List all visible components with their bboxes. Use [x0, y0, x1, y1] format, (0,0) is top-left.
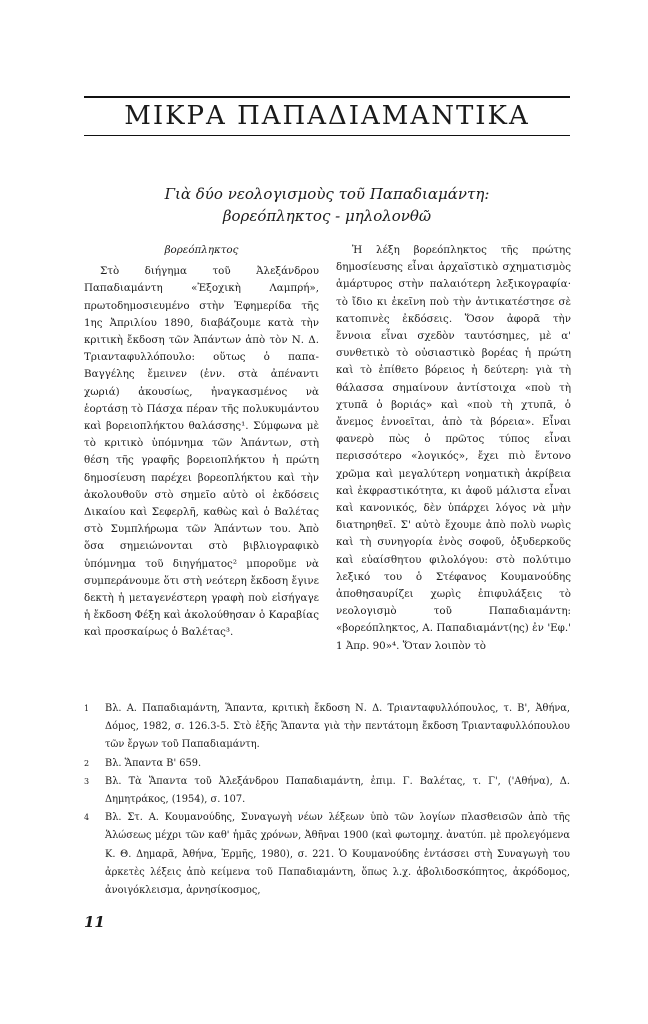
- footnote-number: 4: [84, 813, 90, 823]
- header-bottom-rule: [84, 135, 570, 136]
- footnote-text: Βλ. Α. Παπαδιαμάντη, Ἅπαντα, κριτικὴ ἔκδοση Ν. Δ. Τριανταφυλλόπουλος, τ. Β', Ἀθήνα, Δόμος, 1982, σ. 126.3-5. Στὸ ἑξῆς Ἅπαντα γιὰ τὴν πεντάτομη ἔκδοση Τριανταφυλλόπουλου τῶν ἔργων τοῦ Παπαδιαμάντη.: [105, 703, 570, 751]
- article-title-line-1: Γιὰ δύο νεολογισμοὺς τοῦ Παπαδιαμάντη:: [164, 185, 490, 203]
- page-number: 11: [84, 913, 105, 931]
- footnote-text: Βλ. Ἅπαντα Β' 659.: [105, 757, 202, 769]
- footnote-text: Βλ. Στ. Α. Κουμανούδης, Συναγωγὴ νέων λέξεων ὑπὸ τῶν λογίων πλασθεισῶν ἀπὸ τῆς Ἁλώσεως μέχρι τῶν καθ' ἡμᾶς χρόνων, Ἀθῆναι 1900 (καὶ φωτομηχ. ἀνατύπ. μὲ προλεγόμενα Κ. Θ. Δημαρᾶ, Ἀθήνα, Ἑρμῆς, 1980), σ. 221. Ὁ Κουμανούδης ἐντάσσει στὴ Συναγωγὴ του ἀρκετὲς λέξεις ἀπὸ κείμενα τοῦ Παπαδιαμάντη, ὅπως λ.χ. ἀβολιδοσκόπητος, ἀκρόδομος, ἀνοιγόκλεισμα, ἀρνησίκοσμος,: [105, 812, 570, 897]
- footnote-number: 2: [84, 758, 90, 768]
- left-column: [84, 242, 319, 642]
- footnotes: [84, 700, 570, 900]
- running-header-title: ΜΙΚΡΑ ΠΑΠΑΔΙΑΜΑΝΤΙΚΑ: [124, 101, 530, 131]
- right-column: [336, 242, 571, 655]
- footnote-number: 1: [84, 704, 90, 713]
- article-title-line-2: βορεόπληκτος - μηλολονθῶ: [222, 207, 432, 225]
- footnote-text: Βλ. Τὰ Ἅπαντα τοῦ Ἀλεξάνδρου Παπαδιαμάντη, ἐπιμ. Γ. Βαλέτας, τ. Γ', ('Αθήνα), Δ. Δημητράκος, (1954), σ. 107.: [105, 775, 570, 806]
- footnote: [84, 700, 570, 755]
- footnote: [84, 809, 570, 900]
- left-column-paragraph: Στὸ διήγημα τοῦ Ἀλεξάνδρου Παπαδιαμάντη «Ἐξοχικὴ Λαμπρή», πρωτοδημοσιευμένο στὴν Ἐφημερίδα τῆς 1ης Ἀπριλίου 1890, διαβάζουμε κατὰ τὴν κριτικὴ ἔκδοση τῶν Ἁπάντων ἀπὸ τὸν Ν. Δ. Τριανταφυλλόπουλο: οὕτως ὁ παπα-Βαγγέλης ἔμεινεν (ἐνν. στὰ ἀπέναντι χωριά) ἀκουσίως, ἠναγκασμένος νὰ ἑορτάσῃ τὸ Πάσχα πέραν τῆς πολυκυμάντου καὶ βορειοπλήκτου θαλάσσης¹. Σύμφωνα μὲ τὸ κριτικὸ ὑπόμνημα τῶν Ἁπάντων, στὴ θέση τῆς γραφῆς βορειοπλήκτου ἡ πρώτη δημοσίευση παρέχει βορεοπλήκτου καὶ τὴν ἀκολουθοῦν στὸ σημεῖο αὐτὸ οἱ ἐκδόσεις Δικαίου καὶ Σεφερλῆ, καθὼς καὶ ὁ Βαλέτας στὸ Συμπλήρωμα τῶν Ἁπάντων του. Ἀπὸ ὅσα σημειώνονται στὸ βιβλιογραφικὸ ὑπόμνημα τοῦ διηγήματος² μποροῦμε νὰ συμπεράνουμε ὅτι στὴ νεότερη ἔκδοση ἔγινε δεκτὴ ἡ μεταγενέστερη γραφὴ ποὺ εἰσήγαγε ἡ ἔκδοση Φέξη καὶ ἀκολούθησαν ὁ Καραβίας καὶ προσκαίρως ὁ Βαλέτας³.: [84, 265, 319, 639]
- footnote: [84, 755, 570, 773]
- header-top-rule: [84, 96, 570, 98]
- footnote-number: 3: [84, 776, 90, 786]
- section-subheading: βορεόπληκτος: [164, 244, 239, 256]
- footnote: [84, 773, 570, 809]
- right-column-paragraph: Ἡ λέξη βορεόπληκτος τῆς πρώτης δημοσίευσης εἶναι ἀρχαϊστικὸ σχηματισμὸς ἁμάρτυρος στὴν παλαιότερη λεξικογραφία· τὸ ἴδιο κι ἐκεῖνη ποὺ τὴν ἀντικατέστησε σὲ κατοπινὲς ἐκδόσεις. Ὅσον ἀφορᾶ τὴν ἔννοια εἶναι σχεδὸν ταυτόσημες, μὲ α' συνθετικὸ τὸ οὐσιαστικὸ βορέας ἡ πρώτη καὶ τὸ ἐπίθετο βόρειος ἡ δεύτερη: γιὰ τὴ θάλασσα σημαίνουν ἀντίστοιχα «ποὺ τὴ χτυπᾶ ὁ βοριάς» καὶ «ποὺ τὴ χτυπᾶ, ὁ ἄνεμος ἐννοεῖται, ἀπὸ τὰ βόρεια». Εἶναι φανερὸ πὼς ὁ πρῶτος τύπος εἶναι περισσότερο «λογικός», ἔχει πιὸ ἔντονο χρῶμα καὶ μεγαλύτερη νοηματικὴ ἀκρίβεια καὶ ἐκφραστικότητα, κι ἀφοῦ μάλιστα εἶναι καὶ κανονικός, δὲν ὑπάρχει λόγος νὰ μὴν διατηρηθεῖ. Σ' αὐτὸ ἔχουμε ἀπὸ πολὺ νωρὶς καὶ τὴ συνηγορία ἑνὸς σοφοῦ, ὀξυδερκοῦς καὶ εὐαίσθητου φιλολόγου: στὸ πολύτιμο λεξικό του ὁ Στέφανος Κουμανούδης ἀποθησαυρίζει χωρὶς ἐπιφυλάξεις τὸ νεολογισμὸ τοῦ Παπαδιαμάντη: «βορεόπληκτος, Α. Παπαδιαμάντ(ης) ἐν 'Εφ.' 1 Ἀπρ. 90»⁴. Ὅταν λοιπὸν τὸ: [336, 244, 571, 652]
